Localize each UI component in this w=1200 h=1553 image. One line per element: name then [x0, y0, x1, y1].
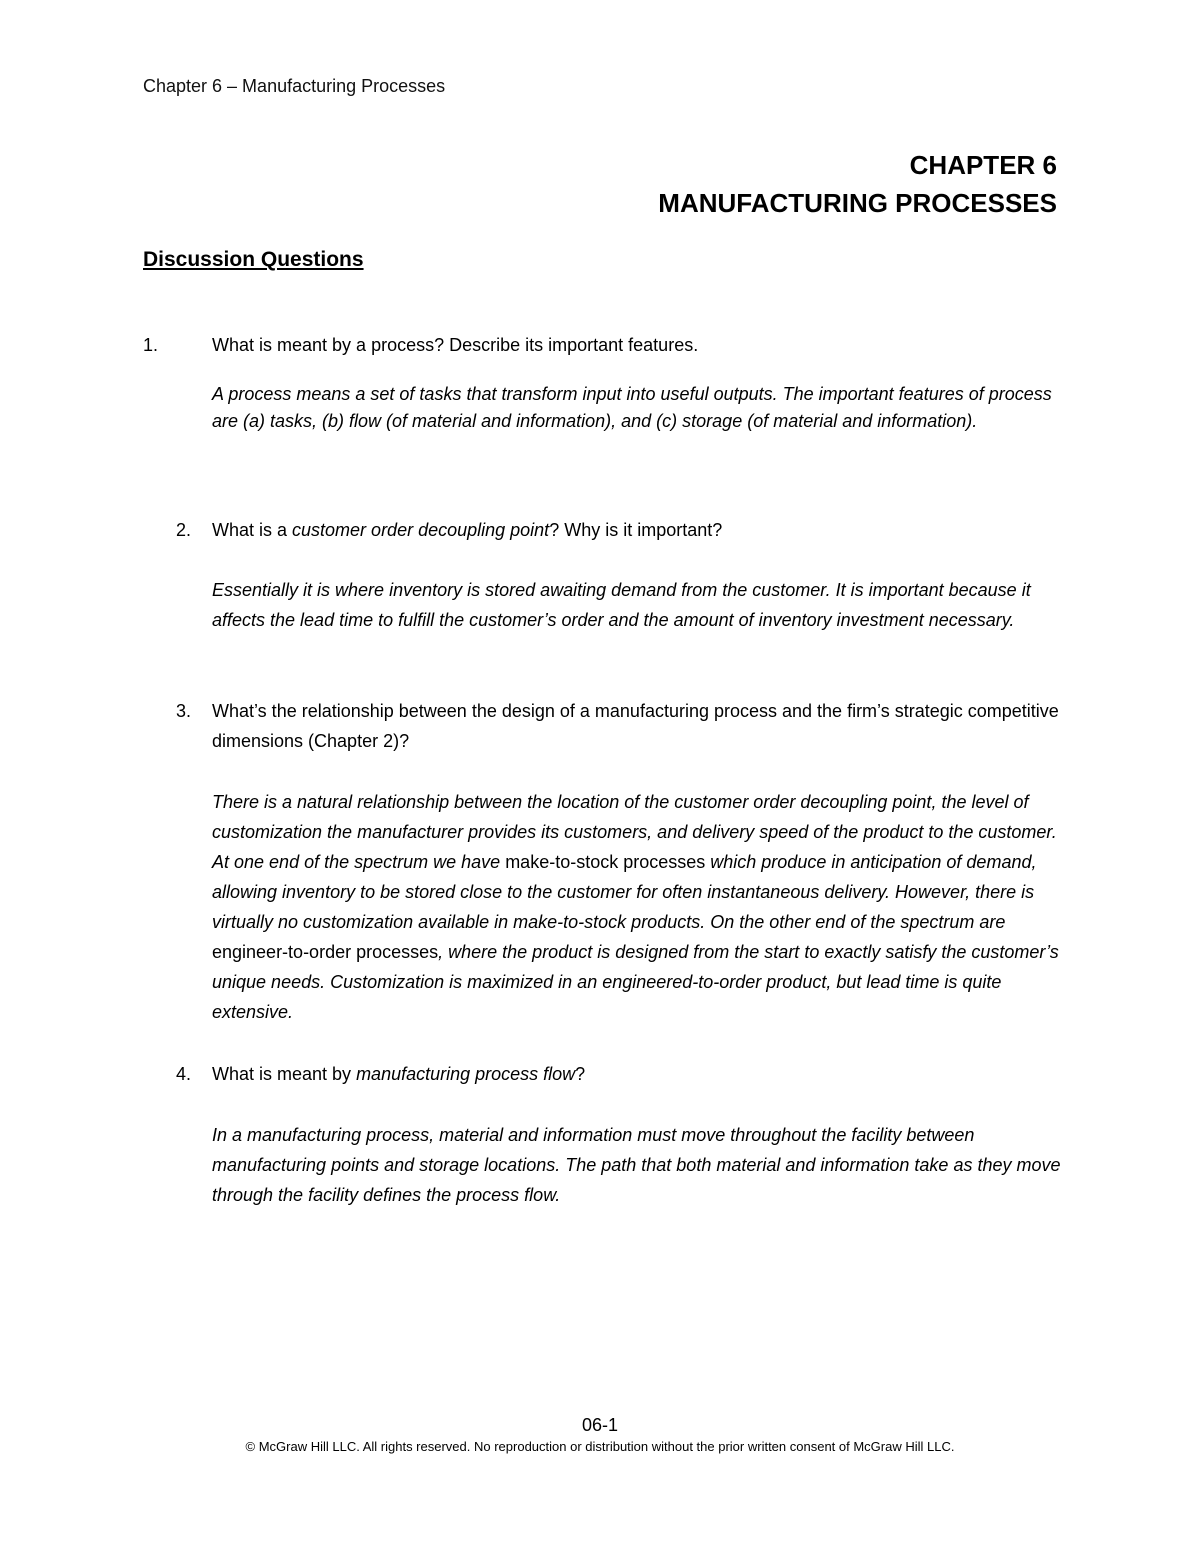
- question-1-number: 1.: [143, 335, 159, 355]
- make-to-stock-term: make-to-stock processes: [505, 852, 706, 872]
- question-2-text-end: ? Why is it important?: [549, 520, 723, 540]
- question-1-answer: A process means a set of tasks that transform input into useful outputs. The important features of process are (a) tasks, (b) flow (of material and information), and (c) storage (of material and information).: [212, 384, 1052, 431]
- question-3-answer: [212, 787, 1072, 1027]
- question-4-term: manufacturing process flow: [356, 1064, 576, 1084]
- question-4-text-start: What is meant by: [212, 1064, 357, 1084]
- question-4-text: [212, 1059, 1062, 1089]
- engineer-to-order-term: engineer-to-order processes: [212, 942, 439, 962]
- question-4-answer: In a manufacturing process, material and information must move throughout the facility between manufacturing points and storage locations. The path that both material and information take as they move through the facility defines the process flow.: [212, 1125, 1061, 1205]
- question-4-text-end: ?: [575, 1064, 586, 1084]
- question-3-answer-part3: , where the product is designed from the start to exactly satisfy the customer’s unique needs. Customization is maximized in an engineered-to-order product, but lead time is quite extensive.: [212, 942, 1059, 1022]
- question-3-text: What’s the relationship between the design of a manufacturing process and the firm’s strategic competitive dimensions (Chapter 2)?: [212, 701, 1059, 751]
- question-2-answer: Essentially it is where inventory is stored awaiting demand from the customer. It is important because it affects the lead time to fulfill the customer’s order and the amount of inventory investment necessary.: [212, 580, 1031, 630]
- page-number: 06-1: [581, 1415, 619, 1435]
- question-4-number: 4.: [176, 1064, 192, 1084]
- chapter-title-block: [658, 146, 1057, 222]
- question-2-text-start: What is a: [212, 520, 293, 540]
- running-header: Chapter 6 – Manufacturing Processes: [143, 76, 446, 96]
- question-1-text: What is meant by a process? Describe its important features.: [212, 335, 699, 355]
- question-2-number: 2.: [176, 520, 192, 540]
- question-2-text: [212, 515, 1062, 545]
- section-heading: Discussion Questions: [143, 248, 364, 271]
- question-2-term: customer order decoupling point: [292, 520, 550, 540]
- chapter-subject: MANUFACTURING PROCESSES: [658, 188, 1057, 218]
- question-3-answer-part1: There is a natural relationship between the location of the customer order decoupling point, the level of customization the manufacturer provides its customers, and delivery speed of the product to the customer. At one end of the spectrum we have: [212, 792, 1057, 872]
- question-3-number: 3.: [176, 701, 192, 721]
- copyright-notice: © McGraw Hill LLC. All rights reserved. No reproduction or distribution without the prior written consent of McGraw Hill LLC.: [245, 1439, 955, 1454]
- chapter-number: CHAPTER 6: [909, 150, 1057, 180]
- question-3-answer-part2: which produce in anticipation of demand, allowing inventory to be stored close to the customer for often instantaneous delivery. However, there is virtually no customization available in make-to-stock products. On the other end of the spectrum are: [212, 852, 1037, 932]
